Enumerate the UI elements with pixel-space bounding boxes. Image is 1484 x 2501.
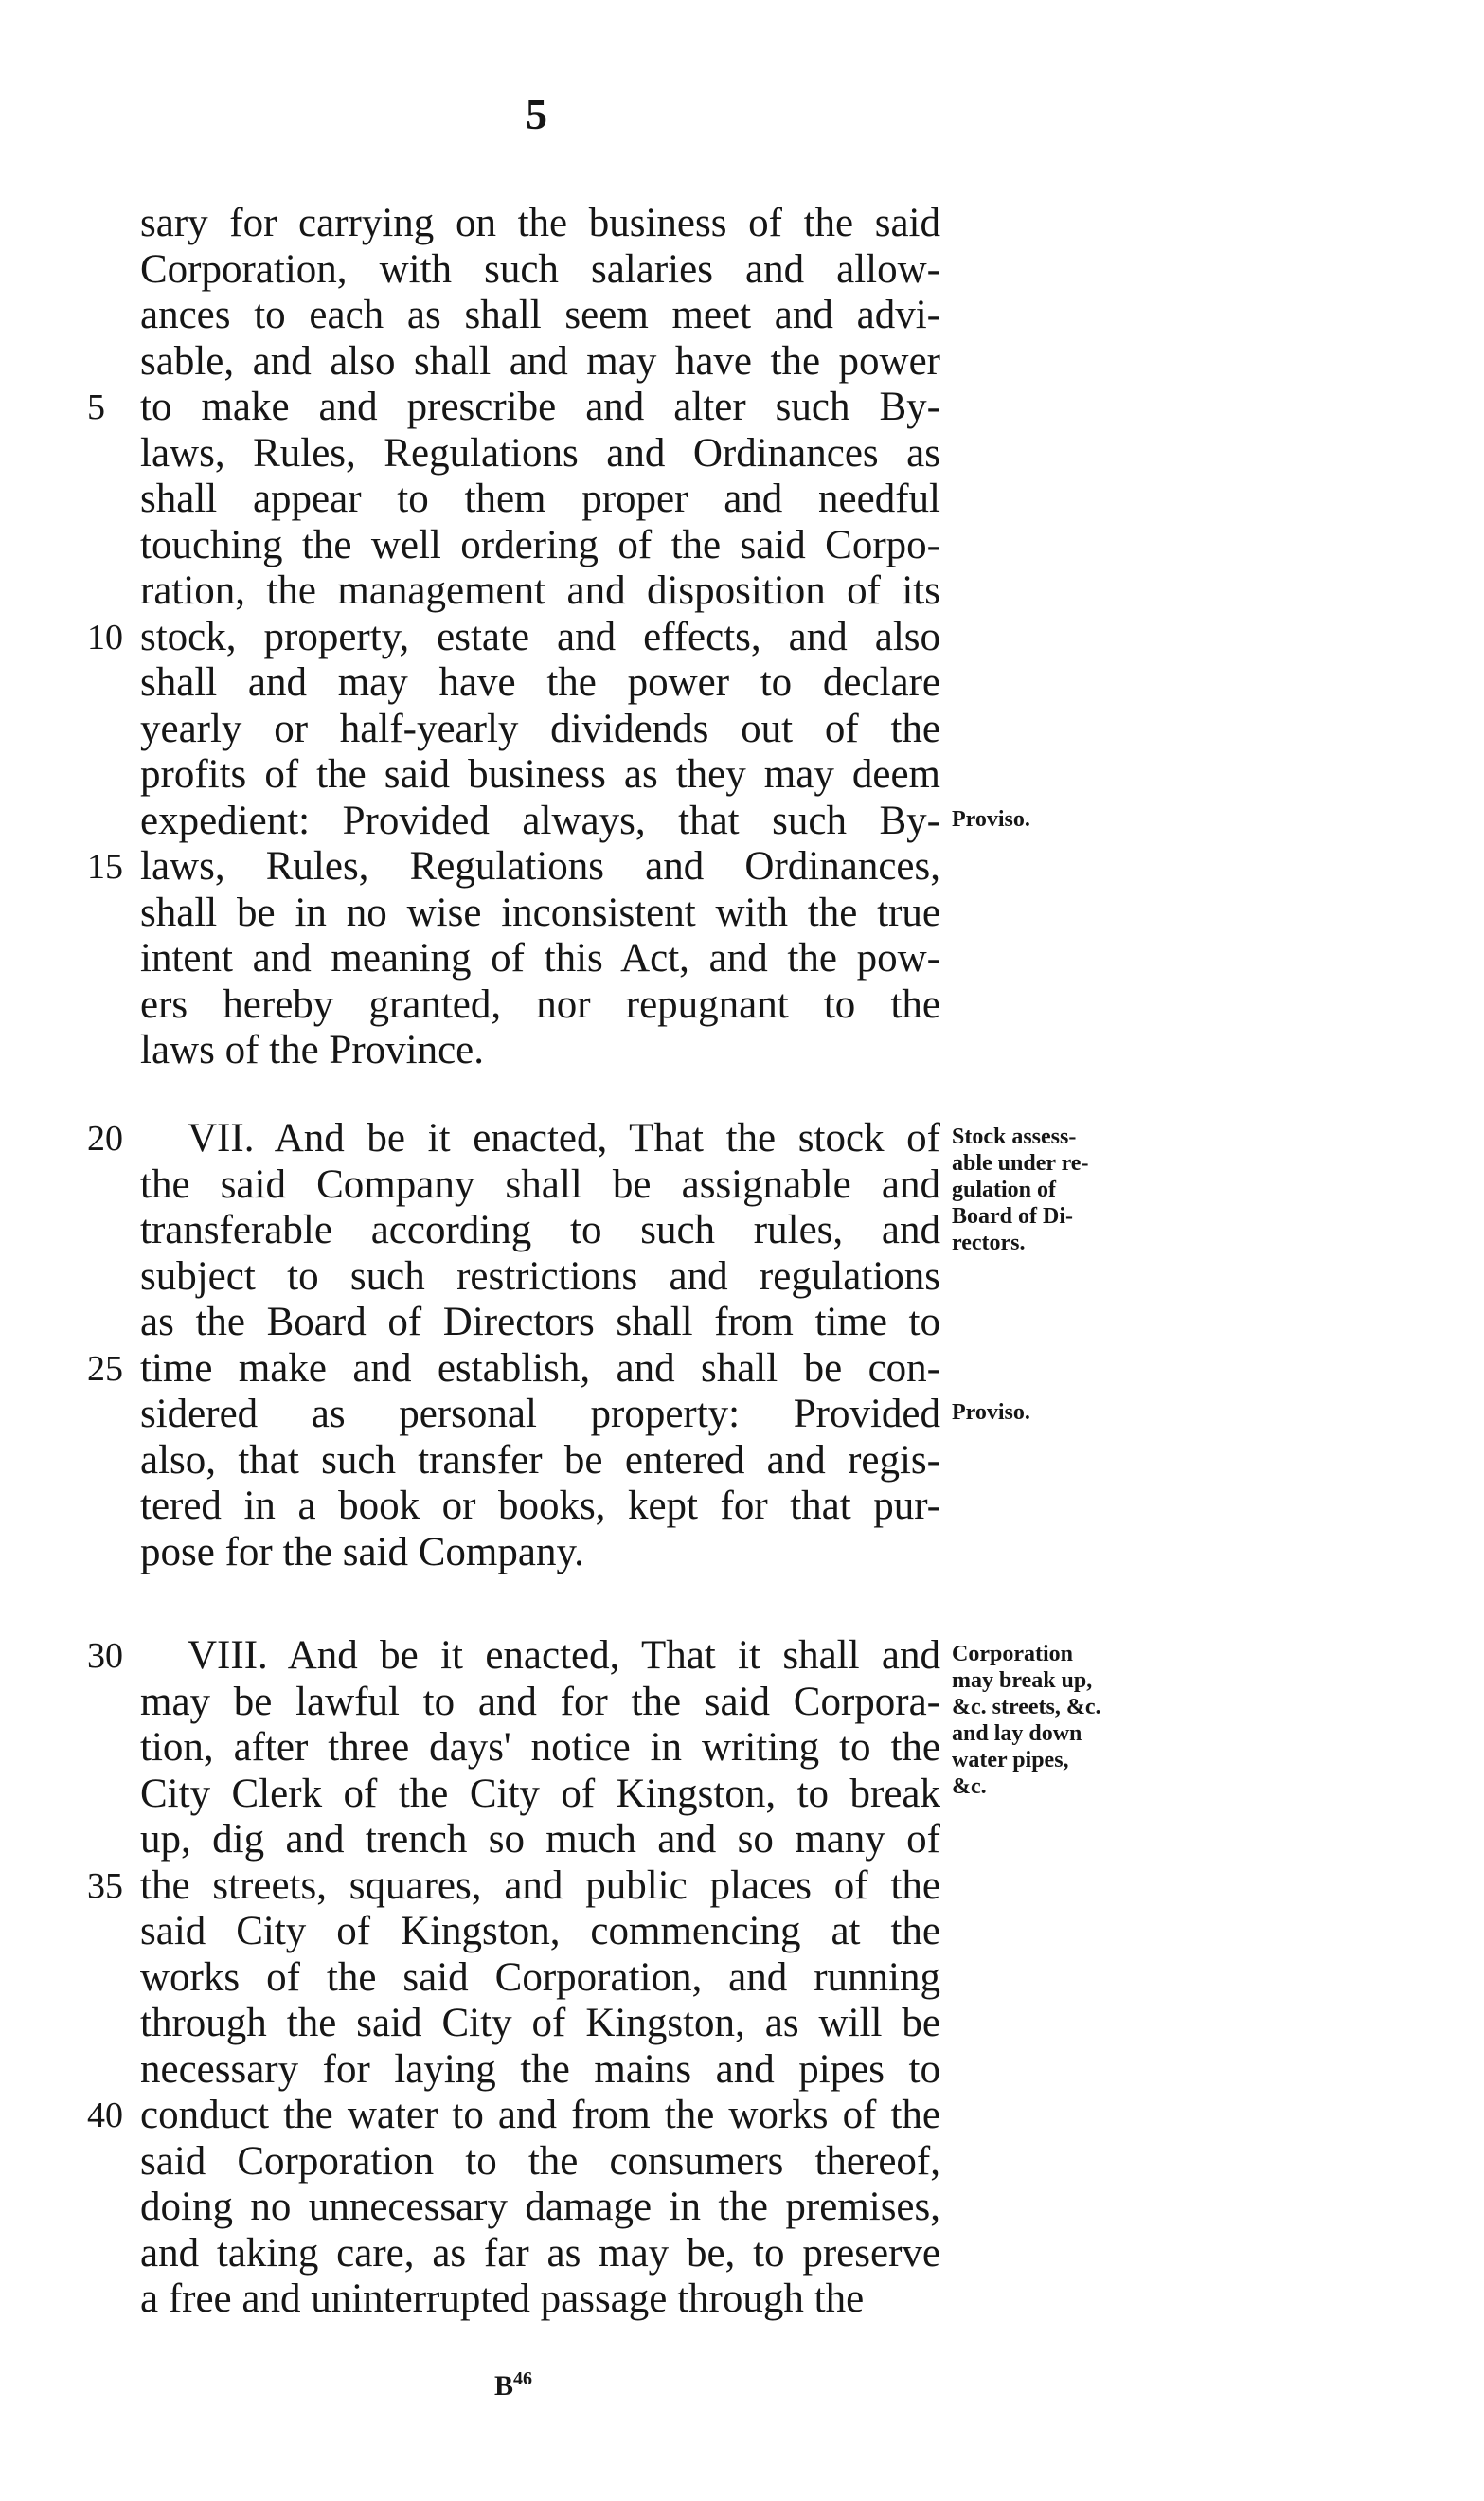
text-line: as the Board of Directors shall from time to — [140, 1300, 940, 1344]
text-line: subject to such restrictions and regulations — [140, 1253, 940, 1299]
text-line: laws, Rules, Regulations and Ordinances as — [140, 430, 940, 476]
text-line: doing no unnecessary damage in the premises, — [140, 2185, 940, 2229]
text-line: the streets, squares, and public places of the — [140, 1862, 940, 1908]
text-line: said Corporation to the consumers thereof, — [140, 2138, 940, 2184]
line-number: 20 — [87, 1119, 123, 1159]
text-line: up, dig and trench so much and so many of — [140, 1817, 940, 1862]
line-number: 35 — [87, 1865, 123, 1906]
margin-note: Proviso. — [952, 806, 1030, 832]
text-line: shall and may have the power to declare — [140, 660, 940, 705]
text-line: expedient: Provided always, that such By- — [140, 798, 940, 843]
printer-signature — [494, 2368, 532, 2402]
text-line: profits of the said business as they may deem — [140, 752, 940, 797]
text-line: to make and prescribe and alter such By- — [140, 385, 940, 429]
signature-letter: B — [494, 2370, 514, 2402]
text-line: ances to each as shall seem meet and advi- — [140, 293, 940, 337]
text-line: tion, after three days' notice in writing to the — [140, 1725, 940, 1770]
text-line: also, that such transfer be entered and regis- — [140, 1437, 940, 1483]
text-line: time make and establish, and shall be con- — [140, 1345, 940, 1391]
text-line: Corporation, with such salaries and allow- — [140, 246, 940, 292]
text-line: shall be in no wise inconsistent with the true — [140, 890, 940, 935]
text-line: shall appear to them proper and needful — [140, 477, 940, 521]
text-line: necessary for laying the mains and pipes to — [140, 2046, 940, 2092]
text-line: said City of Kingston, commencing at the — [140, 1909, 940, 1953]
text-line: laws of the Province. — [140, 1028, 485, 1072]
text-line: yearly or half-yearly dividends out of the — [140, 706, 940, 751]
text-line: the said Company shall be assignable and — [140, 1161, 940, 1207]
text-line: ration, the management and disposition of its — [140, 568, 940, 613]
line-number: 10 — [87, 617, 123, 657]
page-number: 5 — [526, 90, 547, 138]
text-line: ers hereby granted, nor repugnant to the — [140, 981, 940, 1027]
text-line: sidered as personal property: Provided — [140, 1392, 940, 1436]
signature-number: 46 — [513, 2368, 533, 2389]
margin-note: Stock assess- able under re- gulation of Board of Di- rectors. — [952, 1125, 1089, 1255]
text-line: transferable according to such rules, and — [140, 1208, 940, 1252]
text-line: sary for carrying on the business of the said — [140, 201, 940, 245]
line-number: 25 — [87, 1348, 123, 1389]
text-line: intent and meaning of this Act, and the pow- — [140, 936, 940, 981]
text-line: sable, and also shall and may have the power — [140, 338, 940, 384]
line-number: 40 — [87, 2096, 123, 2135]
text-line: may be lawful to and for the said Corpora- — [140, 1679, 940, 1724]
text-line: a free and uninterrupted passage through the — [140, 2276, 865, 2321]
line-number: 15 — [87, 847, 123, 887]
line-number: 5 — [87, 387, 105, 427]
text-line: works of the said Corporation, and running — [140, 1954, 940, 2000]
text-line: touching the well ordering of the said Corpo- — [140, 522, 940, 567]
text-line: stock, property, estate and effects, and also — [140, 614, 940, 659]
text-line: VII. And be it enacted, That the stock of — [188, 1116, 940, 1161]
line-number: 30 — [87, 1636, 123, 1676]
text-line: and taking care, as far as may be, to preserve — [140, 2230, 940, 2276]
text-line: through the said City of Kingston, as will be — [140, 2001, 940, 2045]
text-line: City Clerk of the City of Kingston, to break — [140, 1771, 940, 1816]
margin-note: Corporation may break up, &c. streets, &c. and lay down water pipes, &c. — [952, 1642, 1101, 1799]
text-line: pose for the said Company. — [140, 1529, 584, 1574]
text-line: conduct the water to and from the works of the — [140, 2093, 940, 2137]
text-line: VIII. And be it enacted, That it shall and — [188, 1633, 940, 1678]
text-line: tered in a book or books, kept for that pur- — [140, 1484, 940, 1528]
text-line: laws, Rules, Regulations and Ordinances, — [140, 844, 940, 889]
margin-note: Proviso. — [952, 1400, 1030, 1425]
